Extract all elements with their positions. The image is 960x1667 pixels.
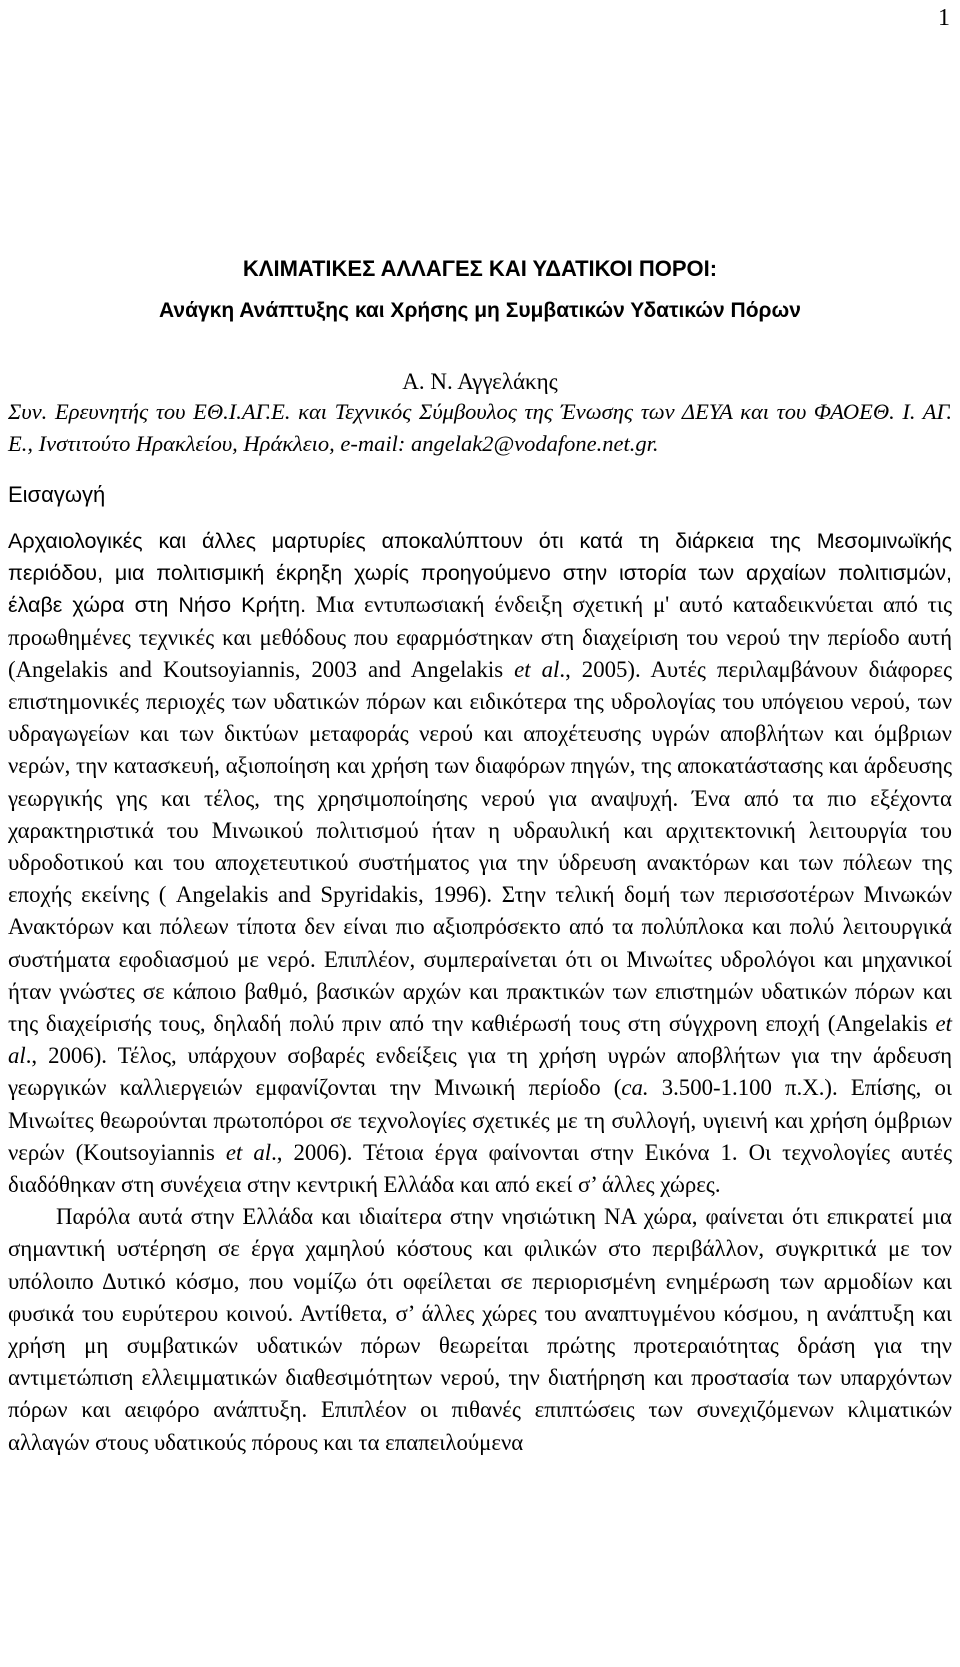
citation-et-al: et al [8, 1011, 952, 1069]
circa-abbrev: ca. [621, 1075, 649, 1101]
title-block [0, 256, 960, 324]
author-block [8, 368, 952, 460]
citation-et-al: et al [225, 1139, 272, 1165]
paragraph-2: Παρόλα αυτά στην Ελλάδα και ιδιαίτερα στην νησιώτικη ΝΑ χώρα, φαίνεται ότι επικρατεί μια σημαντική υστέρηση σε έργα χαμηλού κόστους και φιλικών στο περιβάλλον, συγκριτικά με τον υπόλοιπο Δυτικό κόσμο, που νομίζω ότι οφείλεται σε περιορισμένη ενημέρωση των αρμοδίων και φυσικά του ευρύτερου κοινού. Αντίθετα, σ’ άλλες χώρες του αναπτυγμένου κόσμου, η ανάπτυξη και χρήση μη συμβατικών υδατικών πόρων θεωρείται πρώτης προτεραιότητας δράση για την αντιμετώπιση ελλειμματικών διαθεσιμότητων νερού, την διατήρηση και προστασία των υπαρχόντων πόρων και αειφόρο ανάπτυξη. Επιπλέον οι πιθανές επιπτώσεις των συνεχιζόμενων κλιματικών αλλαγών στους υδατικούς πόρους και τα επαπειλούμενα [8, 1204, 952, 1455]
paragraph-1-intro: Αρχαιολογικές και άλλες μαρτυρίες αποκαλύπτουν ότι κατά τη διάρκεια της Μεσομινωϊκής περιόδου, μια πολιτισμική έκρηξη χωρίς προηγούμενο στην ιστορία των αρχαίων πολιτισμών, έλαβε χώρα στη Νήσο Κρήτη. [8, 529, 952, 618]
paragraph-1-part-a: Μια εντυπωσιακή ένδειξη σχετική μ' αυτό καταδεικνύεται από τις προωθημένες τεχνικές και μεθόδους που εφαρμόστηκαν στη διαχείριση του νερού την περίοδο αυτή (Angelakis and Koutsoyiannis, 2003 and Angelakis [8, 592, 952, 682]
paragraph-1-part-d: 3.500-1.100 π.Χ.). Επίσης, οι Μινωίτες θεωρούνται πρωτοπόροι σε τεχνολογίες σχετικές με τη συλλογή, υγιεινή και χρήση όμβριων νερών (Koutsoyiannis [8, 1075, 952, 1165]
paragraph-1-part-c: ., 2006). Τέλος, υπάρχουν σοβαρές ενδείξεις για τη χρήση υγρών αποβλήτων για την άρδευση γεωργικών καλλιεργειών εμφανίζονται την Μινωική περίοδο ( [8, 1043, 952, 1101]
page-number: 1 [938, 5, 950, 31]
section-heading: Εισαγωγή [8, 482, 106, 507]
paragraph-1-part-b: ., 2005). Αυτές περιλαμβάνουν διάφορες επιστημονικές περιοχές των υδατικών πόρων και ειδικότερα της υδρολογίας του υπόγειου νερού, των υδραγωγείων και των δικτύων μεταφοράς νερού και αποχέτευσης υγρών αποβλήτων και όμβριων νερών, την κατασκευή, αξιοποίηση και χρήση των διαφόρων πηγών, της αποκατάστασης και άρδευσης γεωργικής γης και τέλος, της χρησιμοποίησης νερού για αναψυχή. Ένα από τα πιο εξέχοντα χαρακτηριστικά του Μινωικού πολιτισμού ήταν η υδραυλική και αρχιτεκτονική λειτουργία του υδροδοτικού και του αποχετευτικού συστήματος για την ύδρευση ανακτόρων και των πόλεων της εποχής εκείνης ( Angelakis and Spyridakis, 1996). Στην τελική δομή των περισσοτέρων Μινωκών Ανακτόρων και πόλεων τίποτα δεν είναι πιο αξιοπρόσεκτο από τα πολύπλοκα και πολύ λειτουργικά συστήματα εφοδιασμού με νερό. Επιπλέον, συμπεραίνεται ότι οι Μινωίτες υδρολόγοι και μηχανικοί ήταν γνώστες σε κάποιο βαθμό, βασικών αρχών και πρακτικών των επιστημών υδατικών πόρων και της διαχείρισής τους, δηλαδή πολύ πριν από την καθιέρωσή τους στη σύγχρονη εποχή (Angelakis [8, 656, 952, 1037]
author-affiliation: Συν. Ερευνητής του ΕΘ.Ι.ΑΓ.Ε. και Τεχνικός Σύμβουλος της Ένωσης των ΔΕΥΑ και του ΦΑΟΕΘ. Ι. ΑΓ. Ε., Ινστιτούτο Ηρακλείου, Ηράκλειο, e-mail: angelak2@vodafone.net.gr. [8, 399, 952, 456]
document-subtitle: Ανάγκη Ανάπτυξης και Χρήσης μη Συμβατικών Υδατικών Πόρων [159, 299, 801, 322]
document-title: ΚΛΙΜΑΤΙΚΕΣ ΑΛΛΑΓΕΣ ΚΑΙ ΥΔΑΤΙΚΟΙ ΠΟΡΟΙ: [242, 256, 718, 281]
citation-et-al: et al [514, 656, 560, 682]
body-text [8, 525, 952, 1459]
author-name: Α. Ν. Αγγελάκης [402, 369, 558, 394]
paragraph-1-part-e: ., 2006). Τέτοια έργα φαίνονται στην Εικόνα 1. Οι τεχνολογίες αυτές διαδόθηκαν στη συνέχεια στην κεντρική Ελλάδα και από εκεί σ’ άλλες χώρες. [8, 1139, 952, 1198]
paragraph-1 [8, 525, 952, 1201]
